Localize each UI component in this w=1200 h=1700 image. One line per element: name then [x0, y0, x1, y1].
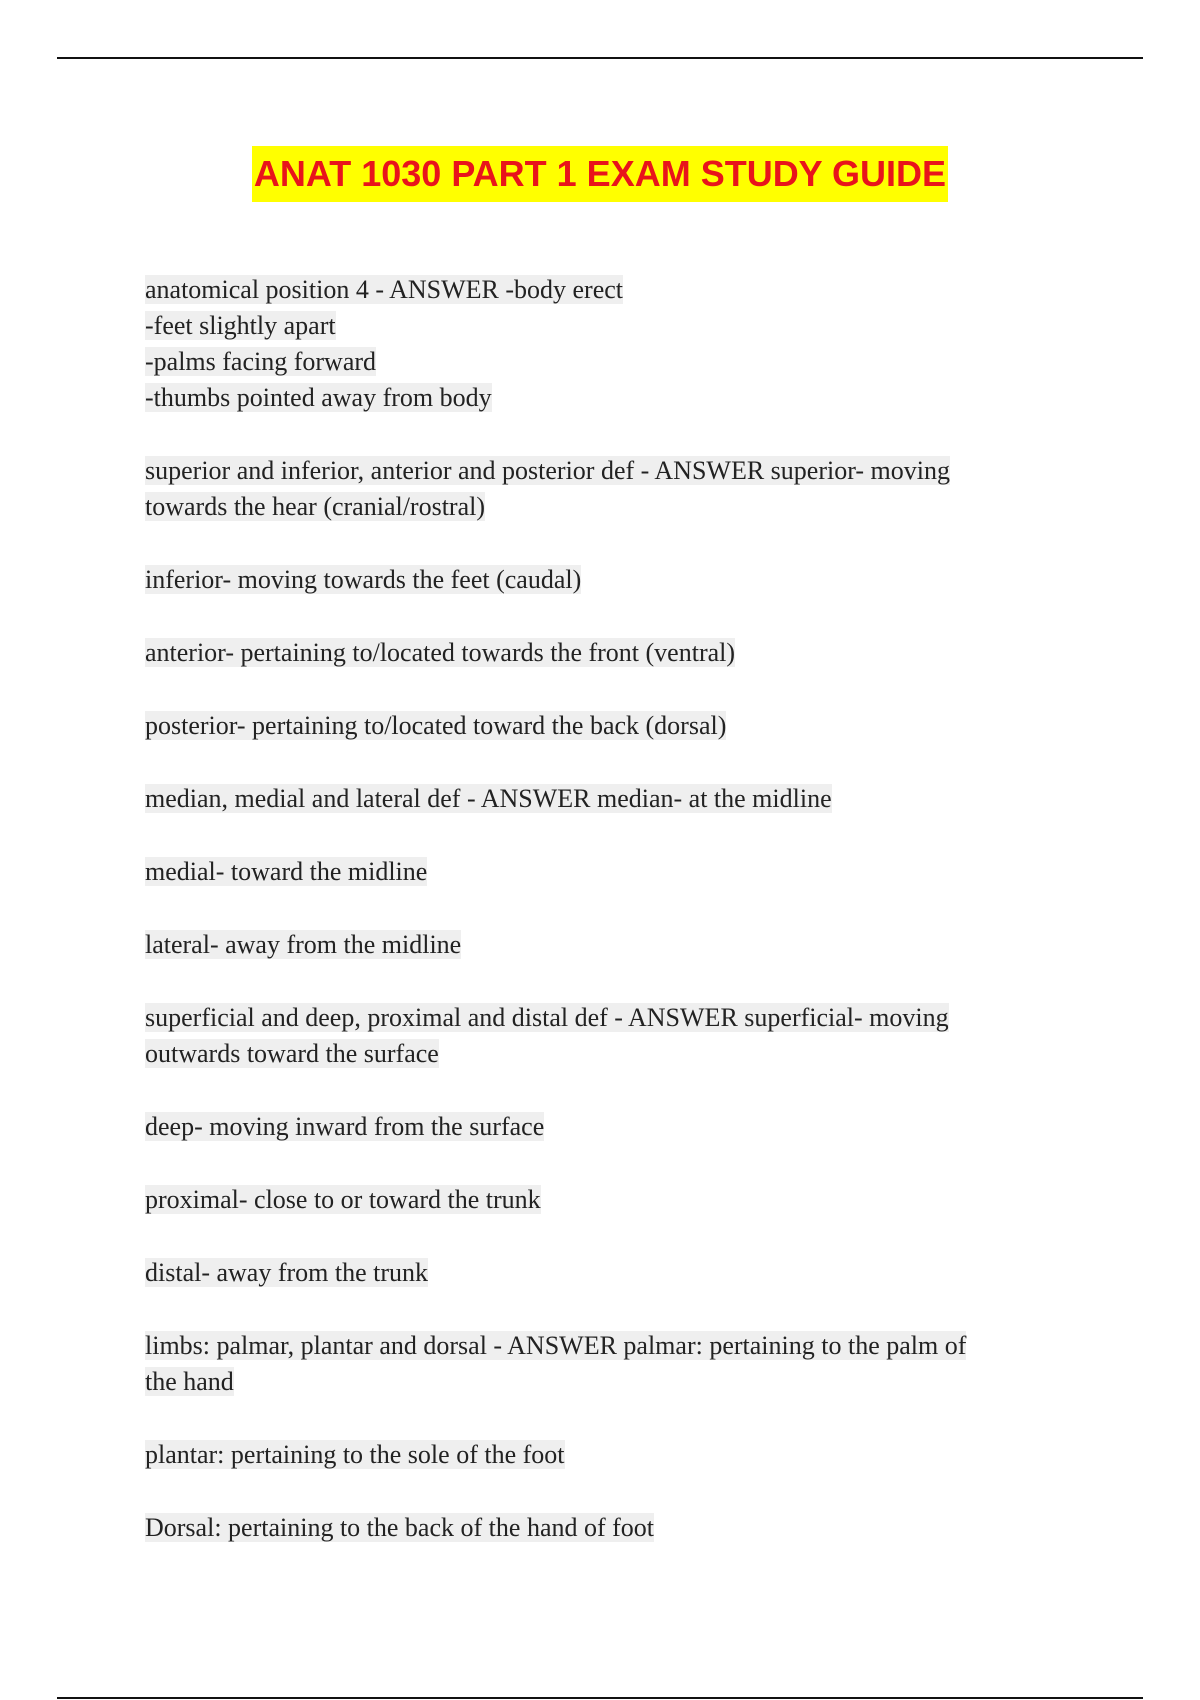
study-item-line	[145, 308, 1065, 344]
study-item-line	[145, 1109, 1065, 1145]
study-item-line	[145, 1437, 1065, 1473]
study-item-text: inferior- moving towards the feet (caudal)	[145, 565, 582, 594]
bottom-rule	[57, 1697, 1143, 1699]
study-item-text: medial- toward the midline	[145, 857, 428, 886]
study-item-text: -thumbs pointed away from body	[145, 383, 492, 412]
study-item-text: plantar: pertaining to the sole of the foot	[145, 1440, 565, 1469]
study-item-line	[145, 635, 1065, 671]
study-item	[145, 453, 1065, 525]
study-item-text: limbs: palmar, plantar and dorsal - ANSWER palmar: pertaining to the palm of	[145, 1331, 967, 1360]
study-item-text: -palms facing forward	[145, 347, 377, 376]
study-item-line	[145, 781, 1065, 817]
study-item-line	[145, 927, 1065, 963]
study-item-text: superficial and deep, proximal and distal def - ANSWER superficial- moving	[145, 1003, 949, 1032]
study-item	[145, 781, 1065, 817]
study-item-line	[145, 1328, 1065, 1364]
study-item-line	[145, 708, 1065, 744]
study-item-line	[145, 380, 1065, 416]
study-item-line	[145, 344, 1065, 380]
study-item-line	[145, 1510, 1065, 1546]
study-item-text: lateral- away from the midline	[145, 930, 462, 959]
study-item-text: the hand	[145, 1367, 234, 1396]
study-item	[145, 1182, 1065, 1218]
study-item	[145, 272, 1065, 416]
study-item	[145, 1328, 1065, 1400]
study-item-text: proximal- close to or toward the trunk	[145, 1185, 541, 1214]
study-guide-content	[145, 272, 1065, 1546]
study-item-line	[145, 562, 1065, 598]
study-item-line	[145, 272, 1065, 308]
study-item-text: deep- moving inward from the surface	[145, 1112, 545, 1141]
study-item-text: anatomical position 4 - ANSWER -body erect	[145, 275, 624, 304]
study-item	[145, 708, 1065, 744]
study-item-line	[145, 1036, 1065, 1072]
top-rule	[57, 57, 1143, 59]
study-item	[145, 1510, 1065, 1546]
study-item	[145, 1109, 1065, 1145]
study-item	[145, 927, 1065, 963]
study-item	[145, 1437, 1065, 1473]
study-item-line	[145, 1255, 1065, 1291]
title-container	[0, 146, 1200, 202]
study-item-line	[145, 1000, 1065, 1036]
document-title: ANAT 1030 PART 1 EXAM STUDY GUIDE	[252, 146, 948, 202]
study-item	[145, 1000, 1065, 1072]
study-item	[145, 562, 1065, 598]
study-item	[145, 1255, 1065, 1291]
study-item-line	[145, 854, 1065, 890]
study-item	[145, 635, 1065, 671]
study-item-text: Dorsal: pertaining to the back of the hand of foot	[145, 1513, 655, 1542]
study-item-text: distal- away from the trunk	[145, 1258, 429, 1287]
study-item-text: superior and inferior, anterior and posterior def - ANSWER superior- moving	[145, 456, 950, 485]
study-item-line	[145, 453, 1065, 489]
study-item-text: anterior- pertaining to/located towards the front (ventral)	[145, 638, 736, 667]
study-item-text: posterior- pertaining to/located toward the back (dorsal)	[145, 711, 727, 740]
study-item-line	[145, 1182, 1065, 1218]
study-item-line	[145, 1364, 1065, 1400]
study-item-text: outwards toward the surface	[145, 1039, 439, 1068]
study-item-line	[145, 489, 1065, 525]
study-item-text: median, medial and lateral def - ANSWER median- at the midline	[145, 784, 832, 813]
study-item-text: -feet slightly apart	[145, 311, 336, 340]
study-item	[145, 854, 1065, 890]
study-item-text: towards the hear (cranial/rostral)	[145, 492, 486, 521]
